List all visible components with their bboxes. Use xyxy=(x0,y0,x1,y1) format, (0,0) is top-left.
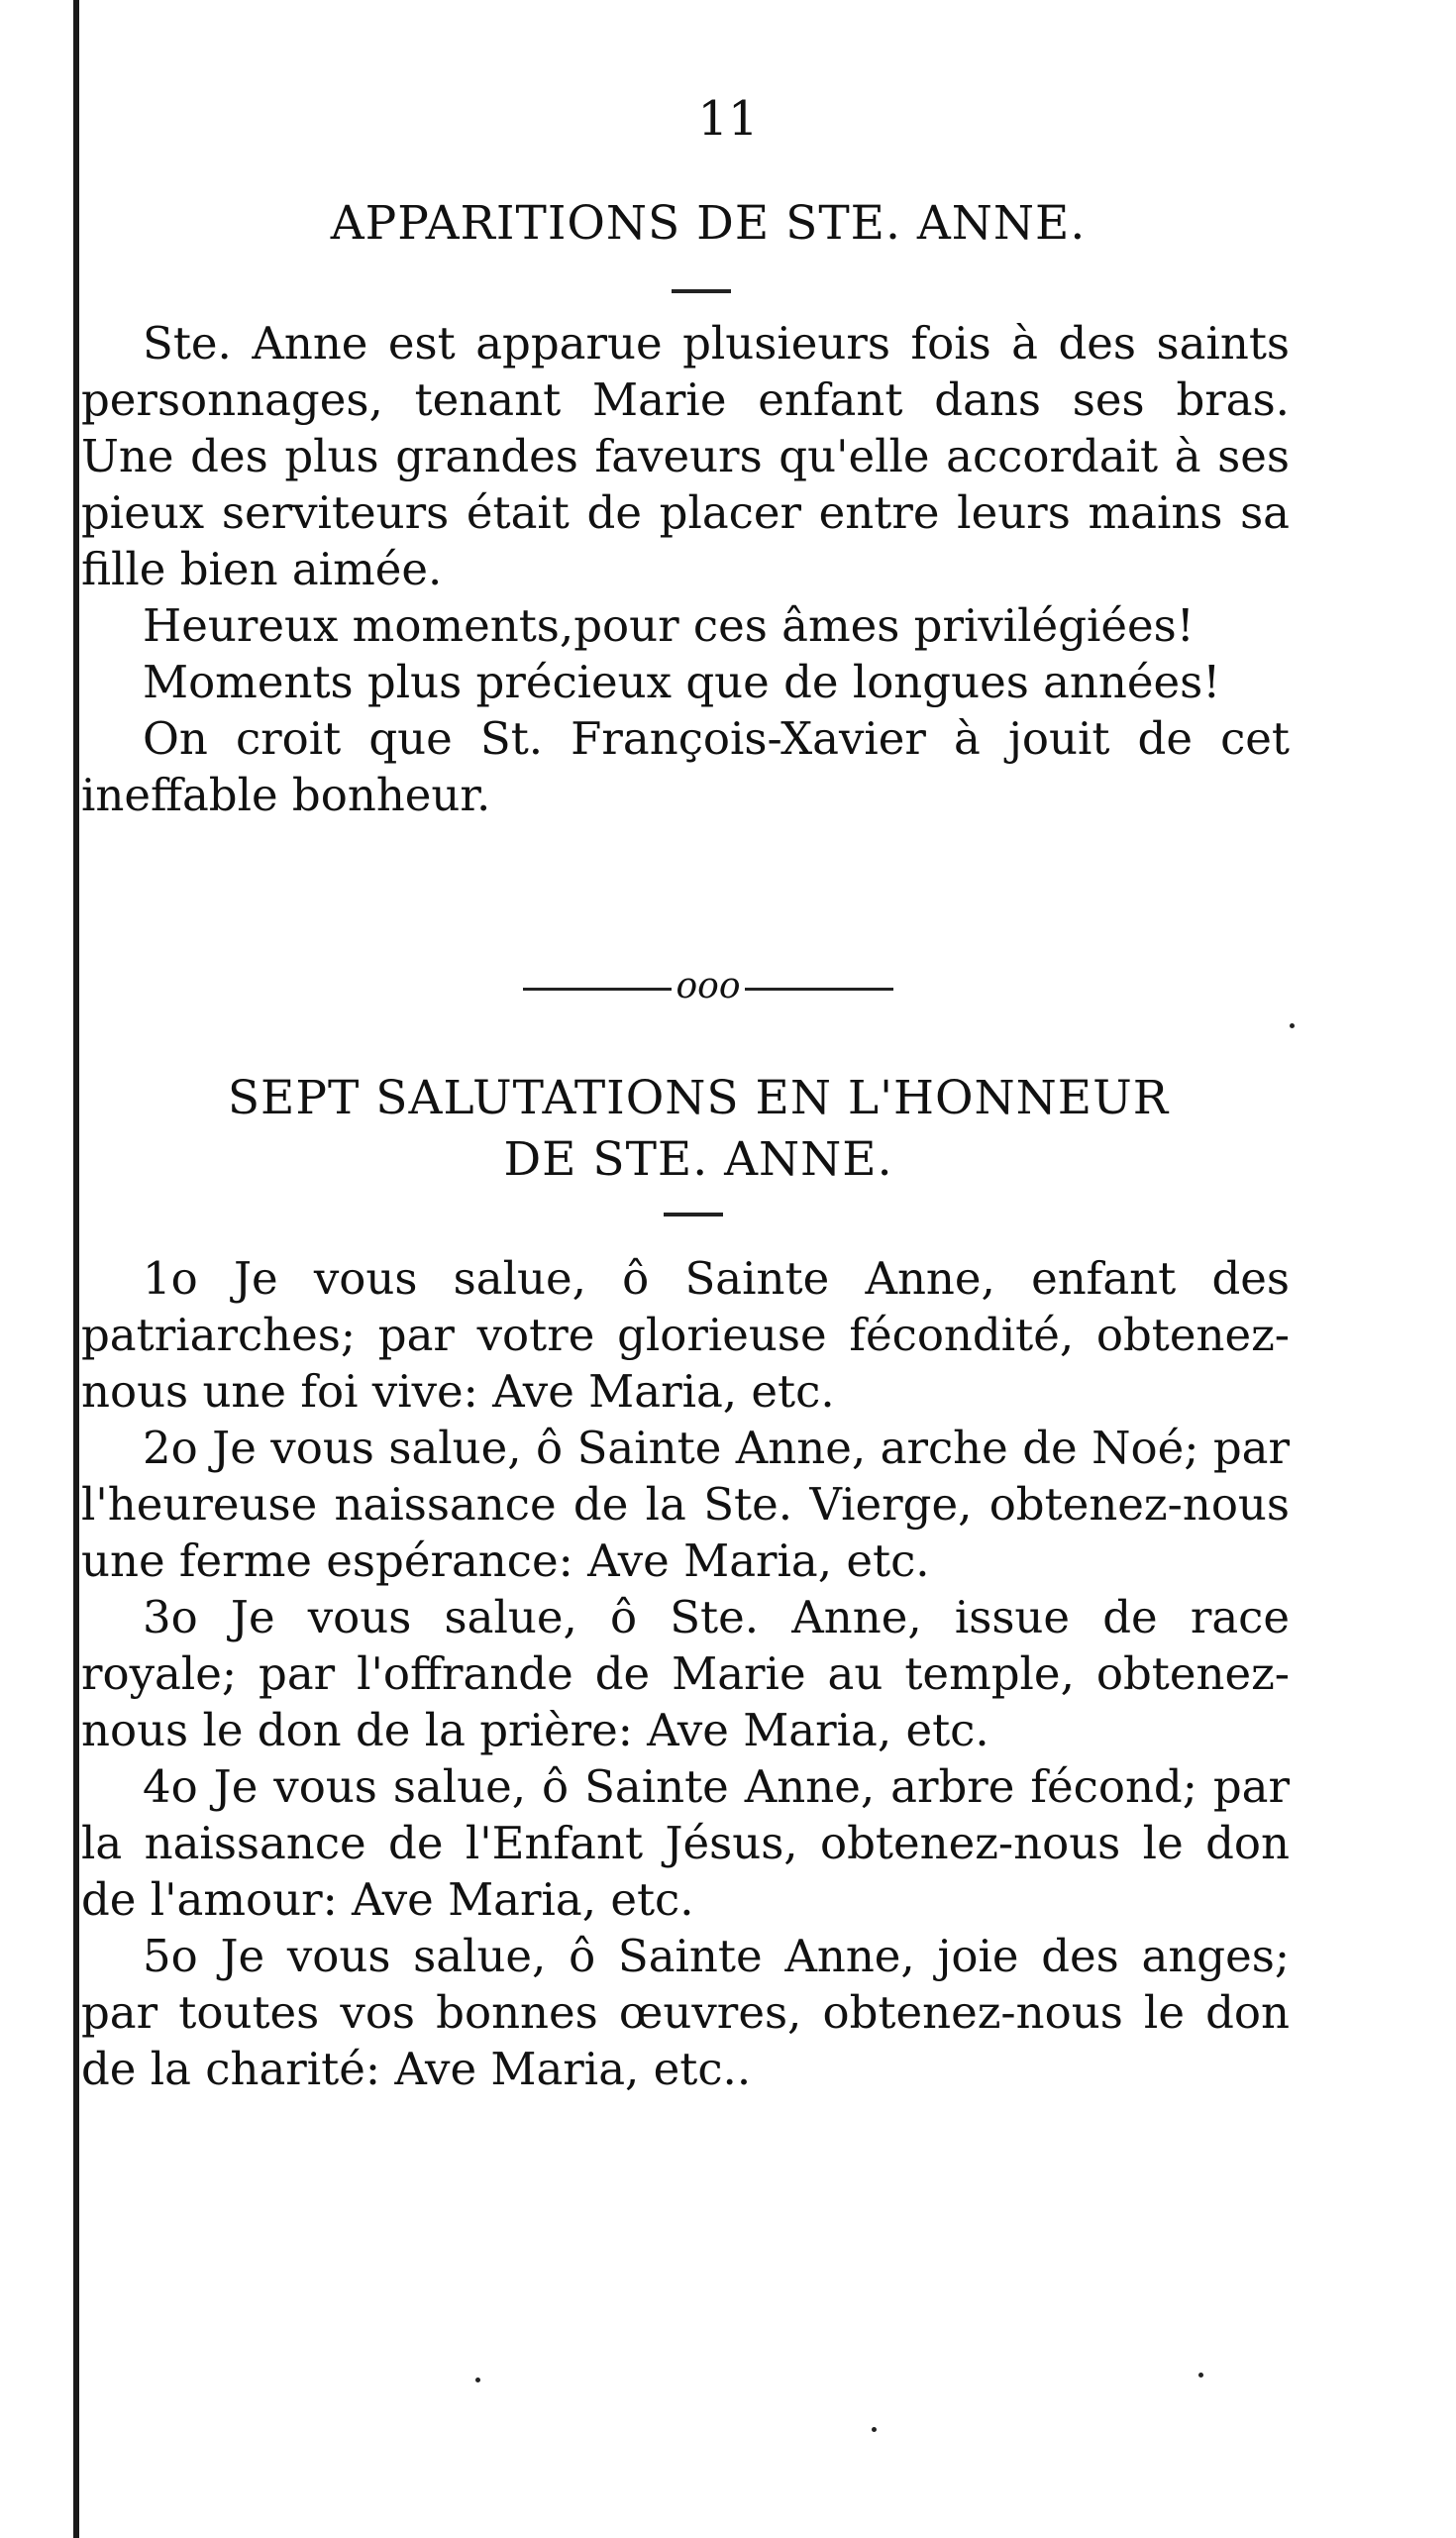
print-speck xyxy=(475,2378,480,2382)
title-divider xyxy=(664,1213,723,1216)
binding-edge-line xyxy=(73,0,79,2538)
title-line-1: SEPT SALUTATIONS EN L'HONNEUR xyxy=(227,1071,1170,1125)
title-divider xyxy=(672,289,731,293)
paragraph: Moments plus précieux que de longues années! xyxy=(143,656,1221,708)
apparitions-text xyxy=(81,315,1290,823)
salutation-3: 3o Je vous salue, ô Ste. Anne, issue de race royale; par l'offrande de Marie au temple, obtenez-nous le don de la prière: Ave Maria, etc. xyxy=(81,1591,1290,1756)
paragraph: On croit que St. François-Xavier à jouit de cet ineffable bonheur. xyxy=(81,712,1290,821)
paragraph: Heureux moments,pour ces âmes privilégiées! xyxy=(143,599,1195,652)
paragraph: Ste. Anne est apparue plusieurs fois à des saints personnages, tenant Marie enfant dans ses bras. Une des plus grandes faveurs qu'elle accordait à ses pieux serviteurs était de placer entre leurs mains sa fille bien aimée. xyxy=(81,317,1290,595)
salutation-1: 1o Je vous salue, ô Sainte Anne, enfant des patriarches; par votre glorieuse fécondité, obtenez-nous une foi vive: Ave Maria, etc. xyxy=(81,1252,1290,1418)
separator-ornament: ooo xyxy=(676,966,741,1006)
print-speck xyxy=(872,2427,877,2432)
page-number: 11 xyxy=(697,91,759,147)
salutations-text xyxy=(81,1250,1290,2097)
section-separator xyxy=(0,966,1416,1006)
salutation-2: 2o Je vous salue, ô Sainte Anne, arche de Noé; par l'heureuse naissance de la Ste. Vierge, obtenez-nous une ferme espérance: Ave Maria, etc. xyxy=(81,1422,1290,1587)
print-speck xyxy=(1198,2373,1203,2378)
section-title-apparitions: APPARITIONS DE STE. ANNE. xyxy=(330,196,1087,251)
print-speck xyxy=(1290,1023,1295,1028)
separator-rule-right xyxy=(745,988,893,991)
salutation-4: 4o Je vous salue, ô Sainte Anne, arbre fécond; par la naissance de l'Enfant Jésus, obtenez-nous le don de l'amour: Ave Maria, etc. xyxy=(81,1760,1290,1926)
separator-rule-left xyxy=(523,988,672,991)
section-title-salutations xyxy=(40,1068,1357,1191)
salutation-5: 5o Je vous salue, ô Sainte Anne, joie des anges; par toutes vos bonnes œuvres, obtenez-nous le don de la charité: Ave Maria, etc.. xyxy=(81,1930,1290,2095)
title-line-2: DE STE. ANNE. xyxy=(503,1132,893,1187)
